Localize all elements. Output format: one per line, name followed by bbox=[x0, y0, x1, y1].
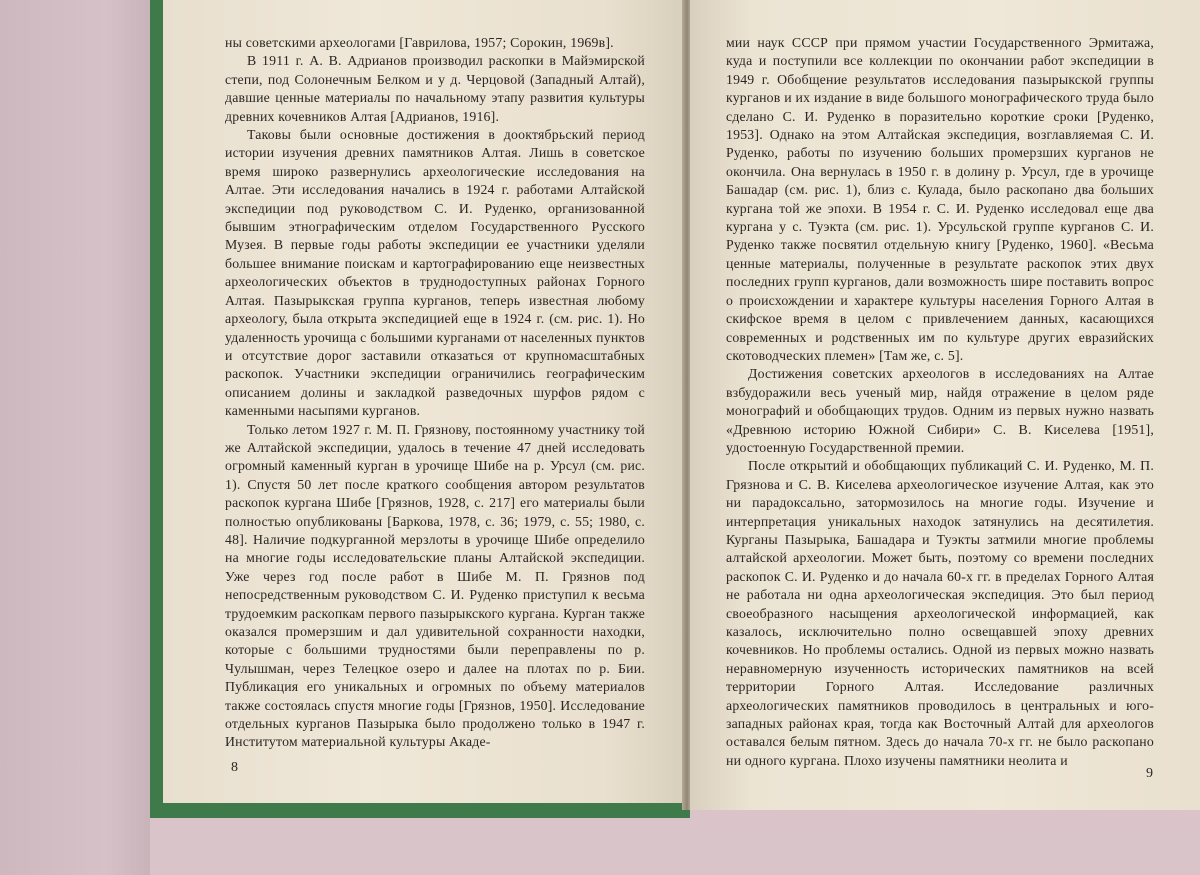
paragraph: Только летом 1927 г. М. П. Грязнову, постоянному участнику той же Алтайской экспедиции, удалось в течение 47 дней исследовать огромный каменный курган в урочище Шибе на р. Урсул (см. рис. 1). Спустя 50 лет после краткого сообщения автором результатов раскопок кургана Шибе [Грязнов, 1928, с. 217] его материалы были полностью опубликованы [Баркова, 1978, с. 36; 1979, с. 55; 1980, с. 48]. Наличие подкурганной мерзлоты в урочище Шибе определило на многие годы исследовательские планы Алтайской экспедиции. Уже через год после работ в Шибе М. П. Грязнов под непосредственным руководством С. И. Руденко приступил к весьма трудоемким раскопкам первого пазырыкского кургана. Курган также оказался промерзшим и дал удивительной сохранности находки, которые с большими трудностями были переправлены по р. Чулышман, через Телецкое озеро и далее на плотах по р. Бии. Публикация его уникальных и огромных по объему материалов также состоялась спустя многие годы [Грязнов, 1950]. Исследование отдельных курганов Пазырыка было продолжено только в 1947 г. Институтом материальной культуры Акаде- bbox=[225, 421, 645, 750]
page-number: 9 bbox=[1146, 766, 1153, 781]
page-number: 8 bbox=[231, 760, 238, 775]
paragraph: мии наук СССР при прямом участии Государственного Эрмитажа, куда и поступили все коллекции по окончании работ экспедиции в 1949 г. Обобщение результатов исследования пазырыкской группы курганов и их издание в виде большого монографического труда было сделано С. И. Руденко в поразительно короткие сроки [Руденко, 1953]. Однако на этом Алтайская экспедиция, возглавляемая С. И. Руденко, работы по изучению больших промерзших курганов не окончила. Она вернулась в 1950 г. в долину р. Урсул, где в урочище Башадар (см. рис. 1), близ с. Кулада, было раскопано два больших кургана той же эпохи. В 1954 г. С. И. Руденко исследовал еще два кургана у с. Туэкта (см. рис. 1). Урсульской группе курганов С. И. Руденко также посвятил отдельную книгу [Руденко, 1960]. «Весьма ценные материалы, полученные в результате раскопок этих двух последних групп курганов, дали возможность шире поставить вопрос о происхождении и характере культуры населения Горного Алтая в скифское время в целом с привлечением данных, касающихся современных и родственных им по культуре других евразийских скотоводческих племен» [Там же, с. 5]. bbox=[726, 35, 1154, 363]
paragraph: В 1911 г. А. В. Адрианов производил раскопки в Майэмирской степи, под Солонечным Белком и у д. Черцовой (Западный Алтай), давшие ценные материалы по начальному этапу развития культуры древних кочевников Алтая [Адрианов, 1916]. bbox=[225, 53, 645, 124]
left-page-text bbox=[225, 34, 645, 752]
paragraph: Таковы были основные достижения в дооктябрьский период истории изучения древних памятников Алтая. Лишь в советское время широко развернулись археологические исследования на Алтае. Эти исследования начались в 1924 г. работами Алтайской экспедиции под руководством С. И. Руденко, организованной бывшим этнографическим отделом Государственного Русского Музея. В первые годы работы экспедиции ее участники уделяли большее внимание поискам и картографированию еще неизвестных археологических объектов в труднодоступных районах Горного Алтая. Пазырыкская группа курганов, теперь известная любому археологу, была открыта экспедицией еще в 1924 г. (см. рис. 1). Но удаленность урочища с большими курганами от населенных пунктов и отсутствие дорог заставили отказаться от крупномасштабных раскопок. Участники экспедиции ограничились географическим описанием долины и закладкой разведочных шурфов рядом с каменными насыпями курганов. bbox=[225, 127, 645, 419]
background-margin bbox=[0, 0, 150, 875]
paragraph: После открытий и обобщающих публикаций С. И. Руденко, М. П. Грязнова и С. В. Киселева археологическое изучение Алтая, как это ни парадоксально, затормозилось на многие годы. Изучение и интерпретация уникальных находок затянулись на десятилетия. Курганы Пазырыка, Башадара и Туэкты затмили многие проблемы алтайской археологии. Может быть, поэтому со времени последних раскопок С. И. Руденко и до начала 60-х гг. в пределах Горного Алтая не работала ни одна археологическая экспедиция. Это был период своеобразного насыщения археологической информацией, как казалось, исключительно полно освещавшей эпоху древних кочевников. Но проблемы остались. Одной из первых можно назвать неравномерную изученность исторических памятников на всей территории Горного Алтая. Исследование различных археологических памятников проводилось в центральных и юго-западных районах края, тогда как Восточный Алтай для археологов оставался белым пятном. Здесь до начала 70-х гг. не было раскопано ни одного кургана. Плохо изучены памятники неолита и bbox=[726, 458, 1154, 768]
paragraph: ны советскими археологами [Гаврилова, 1957; Сорокин, 1969в]. bbox=[225, 35, 614, 50]
paragraph: Достижения советских археологов в исследованиях на Алтае взбудоражили весь ученый мир, найдя отражение в целом ряде монографий и обобщающих трудов. Одним из первых нужно назвать «Древнюю историю Южной Сибири» С. В. Киселева [1951], удостоенную Государственной премии. bbox=[726, 366, 1154, 455]
left-page bbox=[163, 0, 683, 803]
right-page bbox=[690, 0, 1200, 810]
right-page-text bbox=[726, 34, 1154, 770]
